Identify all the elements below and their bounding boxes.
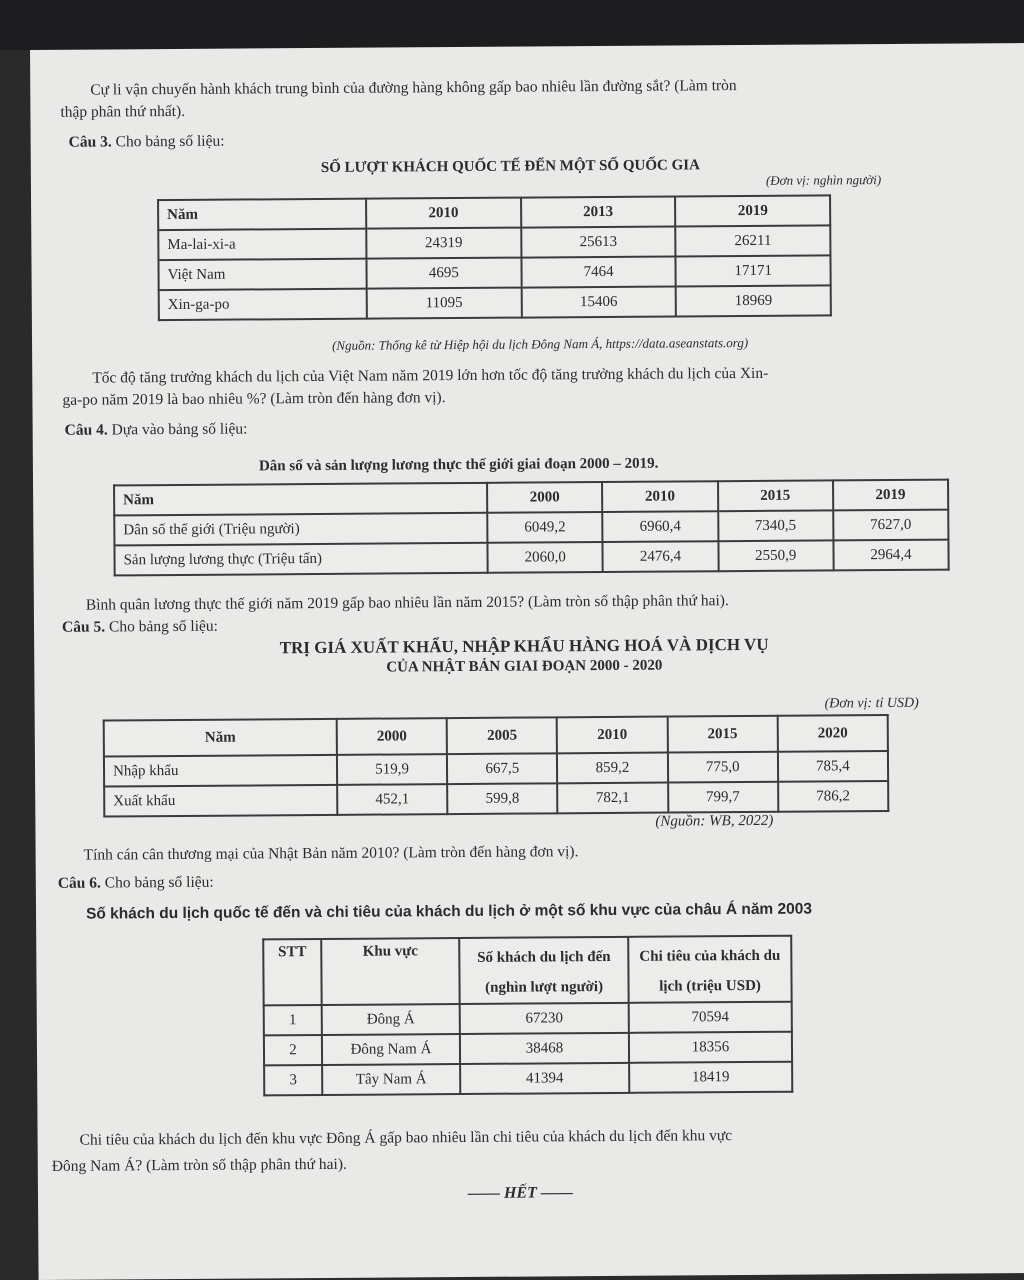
q5-source: (Nguồn: WB, 2022) (655, 812, 774, 830)
table-cell: 18356 (629, 1032, 792, 1063)
row-label: Việt Nam (158, 259, 366, 290)
end-marker: —— HẾT —— (467, 1184, 573, 1202)
row-label: Sản lượng lương thực (Triệu tấn) (114, 543, 487, 576)
header-cell: 2020 (777, 715, 887, 752)
row-label: Ma-lai-xi-a (158, 229, 366, 260)
q3-heading (69, 131, 225, 153)
q3-unit: (Đơn vị: nghìn người) (765, 172, 882, 188)
header-cell: 2019 (833, 480, 948, 511)
q6-heading (58, 872, 214, 894)
table-cell: 799,7 (668, 782, 778, 813)
row-label: Đông Á (322, 1004, 460, 1035)
header-cell: 2000 (337, 718, 447, 755)
table-cell: 15406 (521, 286, 676, 317)
table-cell: 67230 (460, 1003, 629, 1034)
intro-line-2: thập phân thứ nhất). (60, 102, 186, 121)
row-label: Nhập khẩu (104, 755, 337, 787)
screen-top-bezel (0, 0, 1024, 50)
table-cell: 859,2 (557, 753, 667, 784)
header-cell: 2010 (602, 481, 717, 512)
table-cell: 667,5 (447, 753, 557, 784)
table-cell: 38468 (460, 1033, 629, 1064)
q3-source: (Nguồn: Thống kê từ Hiệp hội du lịch Đông Nam Á, https://data.aseanstats.org) (332, 334, 749, 353)
table-row (264, 1062, 792, 1096)
q5-title-line-2: CỦA NHẬT BẢN GIAI ĐOẠN 2000 - 2020 (386, 657, 663, 676)
header-cell: 2010 (366, 198, 521, 229)
q4-lead: Dựa vào bảng số liệu: (111, 420, 248, 439)
table-cell: 11095 (367, 288, 522, 319)
table-cell: 7340,5 (718, 510, 833, 541)
row-label: Dân số thế giới (Triệu người) (114, 513, 487, 546)
header-cell: Năm (158, 199, 366, 230)
q6-label: Câu 6. (57, 874, 101, 892)
table-cell: 6960,4 (602, 511, 717, 542)
table-cell: 2550,9 (718, 540, 833, 571)
table-cell: 41394 (460, 1063, 629, 1094)
q3-lead: Cho bảng số liệu: (115, 132, 225, 151)
table-cell: 2476,4 (603, 541, 718, 572)
table-header-row (104, 715, 888, 756)
q5-label: Câu 5. (61, 618, 106, 636)
q6-question-line-2: Đông Nam Á? (Làm tròn số thập phân thứ hai). (51, 1155, 347, 1175)
q5-heading (62, 616, 218, 638)
q5-lead: Cho bảng số liệu: (108, 617, 218, 636)
table-cell: 599,8 (447, 783, 557, 814)
table-cell: 25613 (521, 226, 676, 257)
table-cell: 70594 (629, 1002, 792, 1033)
row-label: Tây Nam Á (322, 1064, 460, 1095)
header-cell: Số khách du lịch đến (nghìn lượt người) (459, 937, 628, 1004)
header-cell: 2000 (487, 482, 602, 513)
q5-title-line-1: TRỊ GIÁ XUẤT KHẨU, NHẬP KHẨU HÀNG HOÁ VÀ DỊCH VỤ (279, 634, 769, 658)
table-header-row (158, 195, 830, 230)
q4-heading (65, 418, 248, 440)
table-row (104, 781, 888, 816)
header-cell: 2015 (718, 480, 833, 511)
header-cell: 2015 (667, 716, 777, 753)
row-label: Xin-ga-po (159, 289, 367, 320)
q5-unit: (Đơn vị: tỉ USD) (824, 695, 919, 712)
table-row (158, 225, 830, 260)
table-cell: 26211 (676, 225, 831, 256)
table-row (114, 540, 948, 576)
q3-question-line-2: ga-po năm 2019 là bao nhiêu %? (Làm tròn đến hàng đơn vị). (62, 389, 446, 409)
table-cell: 782,1 (558, 783, 668, 814)
table-cell: 18419 (629, 1062, 792, 1093)
q5-question: Tính cán cân thương mại của Nhật Bản năm 2010? (Làm tròn đến hàng đơn vị). (83, 843, 579, 864)
q6-table (262, 935, 793, 1097)
q4-table-title: Dân số và sản lượng lương thực thế giới giai đoạn 2000 – 2019. (258, 455, 659, 475)
header-cell: Năm (114, 483, 487, 516)
q3-label: Câu 3. (68, 133, 112, 151)
table-cell: 2964,4 (833, 540, 948, 571)
table-cell: 24319 (366, 228, 521, 259)
table-cell: 17171 (676, 255, 831, 286)
q6-lead: Cho bảng số liệu: (104, 873, 214, 892)
header-cell: 2013 (521, 196, 676, 227)
table-cell: 2060,0 (487, 542, 602, 573)
table-row (264, 1002, 792, 1036)
q6-table-title: Số khách du lịch quốc tế đến và chi tiêu của khách du lịch ở một số khu vực của châu Á năm 2003 (85, 900, 813, 923)
table-cell: 2 (264, 1035, 322, 1065)
q3-table (157, 194, 832, 321)
q6-question-line-1: Chi tiêu của khách du lịch đến khu vực Đông Á gấp bao nhiêu lần chi tiêu của khách du lịch đến khu vực (79, 1127, 733, 1149)
table-cell: 785,4 (778, 751, 888, 782)
table-cell: 7627,0 (833, 510, 948, 541)
table-cell: 519,9 (337, 754, 447, 785)
header-cell: 2010 (557, 717, 667, 754)
table-row (264, 1032, 792, 1066)
exam-paper (30, 43, 1024, 1280)
row-label: Xuất khẩu (104, 785, 337, 817)
table-row (158, 255, 830, 290)
table-cell: 18969 (676, 285, 831, 316)
table-cell: 6049,2 (487, 512, 602, 543)
table-cell: 1 (264, 1005, 322, 1035)
q4-label: Câu 4. (64, 421, 108, 439)
header-cell: 2005 (447, 717, 557, 754)
header-cell: 2019 (675, 195, 830, 226)
q3-table-title: SỐ LƯỢT KHÁCH QUỐC TẾ ĐẾN MỘT SỐ QUỐC GIA (320, 157, 700, 176)
intro-line-1: Cự li vận chuyển hành khách trung bình của đường hàng không gấp bao nhiêu lần đường sắt? (Làm tròn (90, 77, 737, 99)
table-cell: 452,1 (337, 784, 447, 815)
table-row (159, 285, 831, 320)
header-cell: Khu vực (321, 938, 459, 1005)
q4-question: Bình quân lương thực thế giới năm 2019 gấp bao nhiêu lần năm 2015? (Làm tròn số thập phân thứ hai). (85, 592, 729, 614)
table-cell: 786,2 (778, 781, 888, 812)
q3-question-line-1: Tốc độ tăng trưởng khách du lịch của Việt Nam năm 2019 lớn hơn tốc độ tăng trưởng khách du lịch của Xin- (92, 364, 769, 387)
table-cell: 7464 (521, 256, 676, 287)
table-cell: 4695 (366, 258, 521, 289)
header-cell: Chi tiêu của khách du lịch (triệu USD) (628, 936, 791, 1003)
q4-table (113, 479, 950, 577)
header-cell: Năm (104, 719, 337, 757)
table-cell: 775,0 (667, 752, 777, 783)
header-cell: STT (263, 939, 321, 1005)
table-header-row (263, 936, 791, 1006)
table-cell: 3 (264, 1065, 322, 1095)
q5-table (103, 714, 890, 817)
row-label: Đông Nam Á (322, 1034, 460, 1065)
